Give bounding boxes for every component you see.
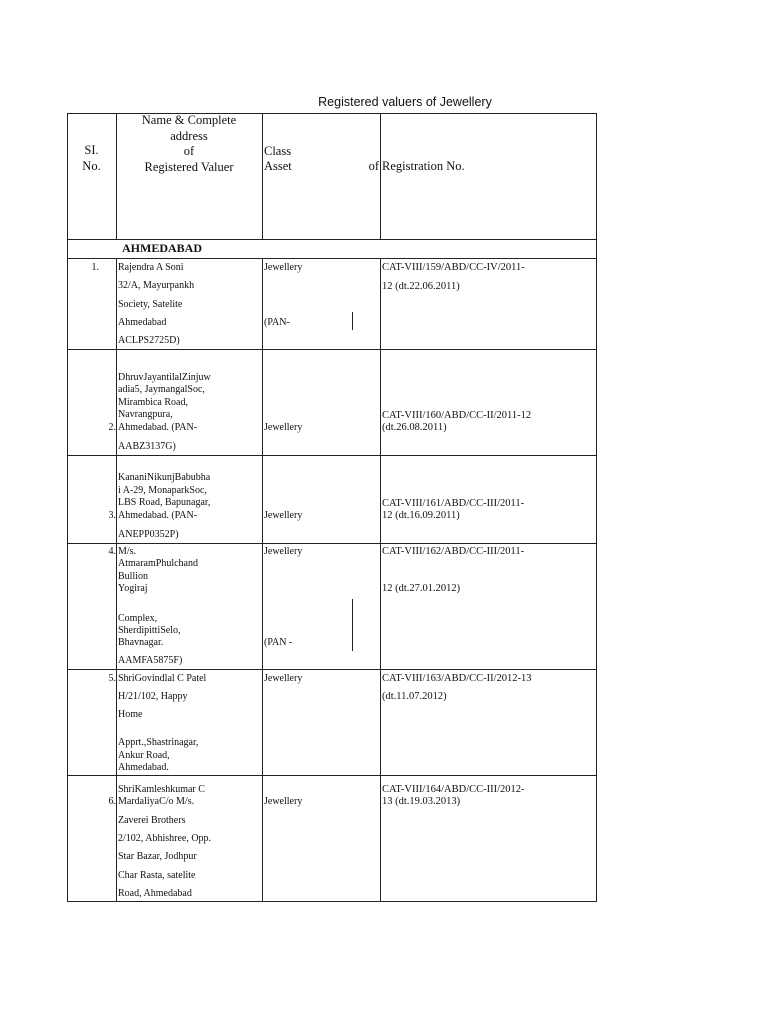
row-4-reg-1: CAT-VIII/162/ABD/CC-III/2011-: [382, 546, 525, 557]
row-1-cell-mark: [352, 312, 353, 330]
row-6-number: 6.: [108, 796, 116, 807]
row-6-name-5: Star Bazar, Jodhpur: [118, 851, 197, 862]
row-4-cell-mark-right: [352, 599, 353, 651]
row-2-name-1: DhruvJayantilalZinjuw: [118, 372, 211, 383]
header-name-line-4: Registered Valuer: [144, 159, 234, 174]
row-5-name-3: Home: [118, 709, 143, 720]
row-4-class-1: Jewellery: [264, 546, 303, 557]
row-3-class-1: Jewellery: [264, 510, 303, 521]
row-2-name-5: Ahmedabad. (PAN-: [118, 422, 198, 433]
row-5-reg-1: CAT-VIII/163/ABD/CC-II/2012-13: [382, 673, 532, 684]
table-border-right: [596, 113, 597, 902]
row-6-reg-2: 13 (dt.19.03.2013): [382, 796, 461, 807]
valuers-table: [67, 113, 597, 902]
header-name-line-2: address: [170, 128, 208, 143]
header-name-line-1: Name & Complete: [141, 113, 237, 127]
row-1-bottom-rule: [67, 349, 597, 350]
row-3-bottom-rule: [67, 543, 597, 544]
row-1-name-2: 32/A, Mayurpankh: [118, 280, 195, 291]
header-bottom-rule: [67, 239, 597, 240]
row-5-name-2: H/21/102, Happy: [118, 691, 188, 702]
header-class-line-3: of: [368, 159, 379, 173]
header-registration-no: Registration No.: [382, 159, 465, 173]
row-5-class-1: Jewellery: [264, 673, 303, 684]
row-5-cell-mark: [262, 705, 263, 722]
row-2-name-4: Navrangpura,: [118, 409, 173, 420]
row-2-name-3: Mirambica Road,: [118, 397, 188, 408]
row-1-reg-1: CAT-VIII/159/ABD/CC-IV/2011-: [382, 262, 525, 273]
row-6-reg-1: CAT-VIII/164/ABD/CC-III/2012-: [382, 784, 525, 795]
row-1-name-4: Ahmedabad: [118, 317, 167, 328]
header-sl-no: [67, 143, 116, 174]
row-4-name-8: AAMFA5875F): [118, 655, 183, 666]
row-5-name-6: Ahmedabad.: [118, 762, 169, 773]
row-1-class-2: (PAN-: [264, 317, 290, 328]
row-3-reg-2: 12 (dt.16.09.2011): [382, 510, 460, 521]
col-divider-1-body: [116, 258, 117, 902]
col-divider-2-header: [262, 113, 263, 239]
row-4-bottom-rule: [67, 669, 597, 670]
row-3-name-1: KananiNikunjBabubha: [118, 472, 211, 483]
row-4-name-3: Bullion: [118, 571, 149, 582]
row-6-name-4: 2/102, Abhishree, Opp.: [118, 833, 212, 844]
row-1-reg-2: 12 (dt.22.06.2011): [382, 281, 460, 292]
table-border-left: [67, 113, 68, 902]
row-1-name-5: ACLPS2725D): [118, 335, 180, 346]
row-5-bottom-rule: [67, 775, 597, 776]
row-2-name-6: AABZ3137G): [118, 441, 176, 452]
row-1-number: 1.: [91, 262, 99, 273]
row-4-name-6: SherdipittiSelo,: [118, 625, 181, 636]
header-name-line-3: of: [183, 144, 195, 158]
header-sl-no-line-2: No.: [82, 158, 101, 173]
table-border-bottom: [67, 901, 597, 902]
row-3-name-2: i A-29, MonaparkSoc,: [118, 485, 207, 496]
row-1-name-3: Society, Satelite: [118, 299, 183, 310]
row-4-reg-2: 12 (dt.27.01.2012): [382, 583, 461, 594]
header-name: [116, 113, 262, 175]
row-6-class-1: Jewellery: [264, 796, 303, 807]
row-6-name-7: Road, Ahmedabad: [118, 888, 192, 899]
header-sl-no-line-1: SI.: [84, 143, 99, 157]
row-5-number: 5.: [108, 673, 116, 684]
row-4-cell-mark-left: [262, 599, 263, 651]
row-6-name-1: ShriKamleshkumar C: [118, 784, 205, 795]
row-3-reg-1: CAT-VIII/161/ABD/CC-III/2011-: [382, 498, 525, 509]
row-4-name-2: AtmaramPhulchand: [118, 558, 198, 569]
row-2-class-1: Jewellery: [264, 422, 303, 433]
row-3-name-3: LBS Road, Bapunagar,: [118, 497, 211, 508]
row-6-name-6: Char Rasta, satelite: [118, 870, 196, 881]
row-3-name-5: ANEPP0352P): [118, 529, 179, 540]
header-class-line-2: Asset: [264, 159, 292, 173]
row-4-name-7: Bhavnagar.: [118, 637, 164, 648]
col-divider-3-body: [380, 258, 381, 902]
row-5-name-4: Apprt.,Shastrinagar,: [118, 737, 199, 748]
row-2-reg-2: (dt.26.08.2011): [382, 422, 447, 433]
row-5-name-5: Ankur Road,: [118, 750, 170, 761]
row-2-name-2: adia5, JaymangalSoc,: [118, 384, 205, 395]
row-4-name-1: M/s.: [118, 546, 137, 557]
row-1-class-1: Jewellery: [264, 262, 303, 273]
row-2-bottom-rule: [67, 455, 597, 456]
row-4-number: 4.: [108, 546, 116, 557]
row-5-name-1: ShriGovindlal C Patel: [118, 673, 207, 684]
row-1-name-1: Rajendra A Soni: [118, 262, 184, 273]
section-bottom-rule: [67, 258, 597, 259]
row-3-number: 3.: [108, 510, 116, 521]
row-3-name-4: Ahmedabad. (PAN-: [118, 510, 198, 521]
section-label: AHMEDABAD: [122, 241, 202, 255]
row-2-reg-1: CAT-VIII/160/ABD/CC-II/2011-12: [382, 410, 532, 421]
col-divider-2-body: [262, 258, 263, 902]
document-title: Registered valuers of Jewellery: [318, 95, 492, 109]
row-2-number: 2.: [108, 422, 116, 433]
row-4-name-5: Complex,: [118, 613, 158, 624]
row-6-name-2: MardaliyaC/o M/s.: [118, 796, 195, 807]
row-5-reg-2: (dt.11.07.2012): [382, 691, 447, 702]
row-4-name-4: Yogiraj: [118, 583, 148, 594]
header-class-line-1: Class: [264, 144, 292, 158]
row-6-name-3: Zaverei Brothers: [118, 815, 186, 826]
col-divider-3-header: [380, 113, 381, 239]
row-4-class-2: (PAN -: [264, 637, 293, 648]
